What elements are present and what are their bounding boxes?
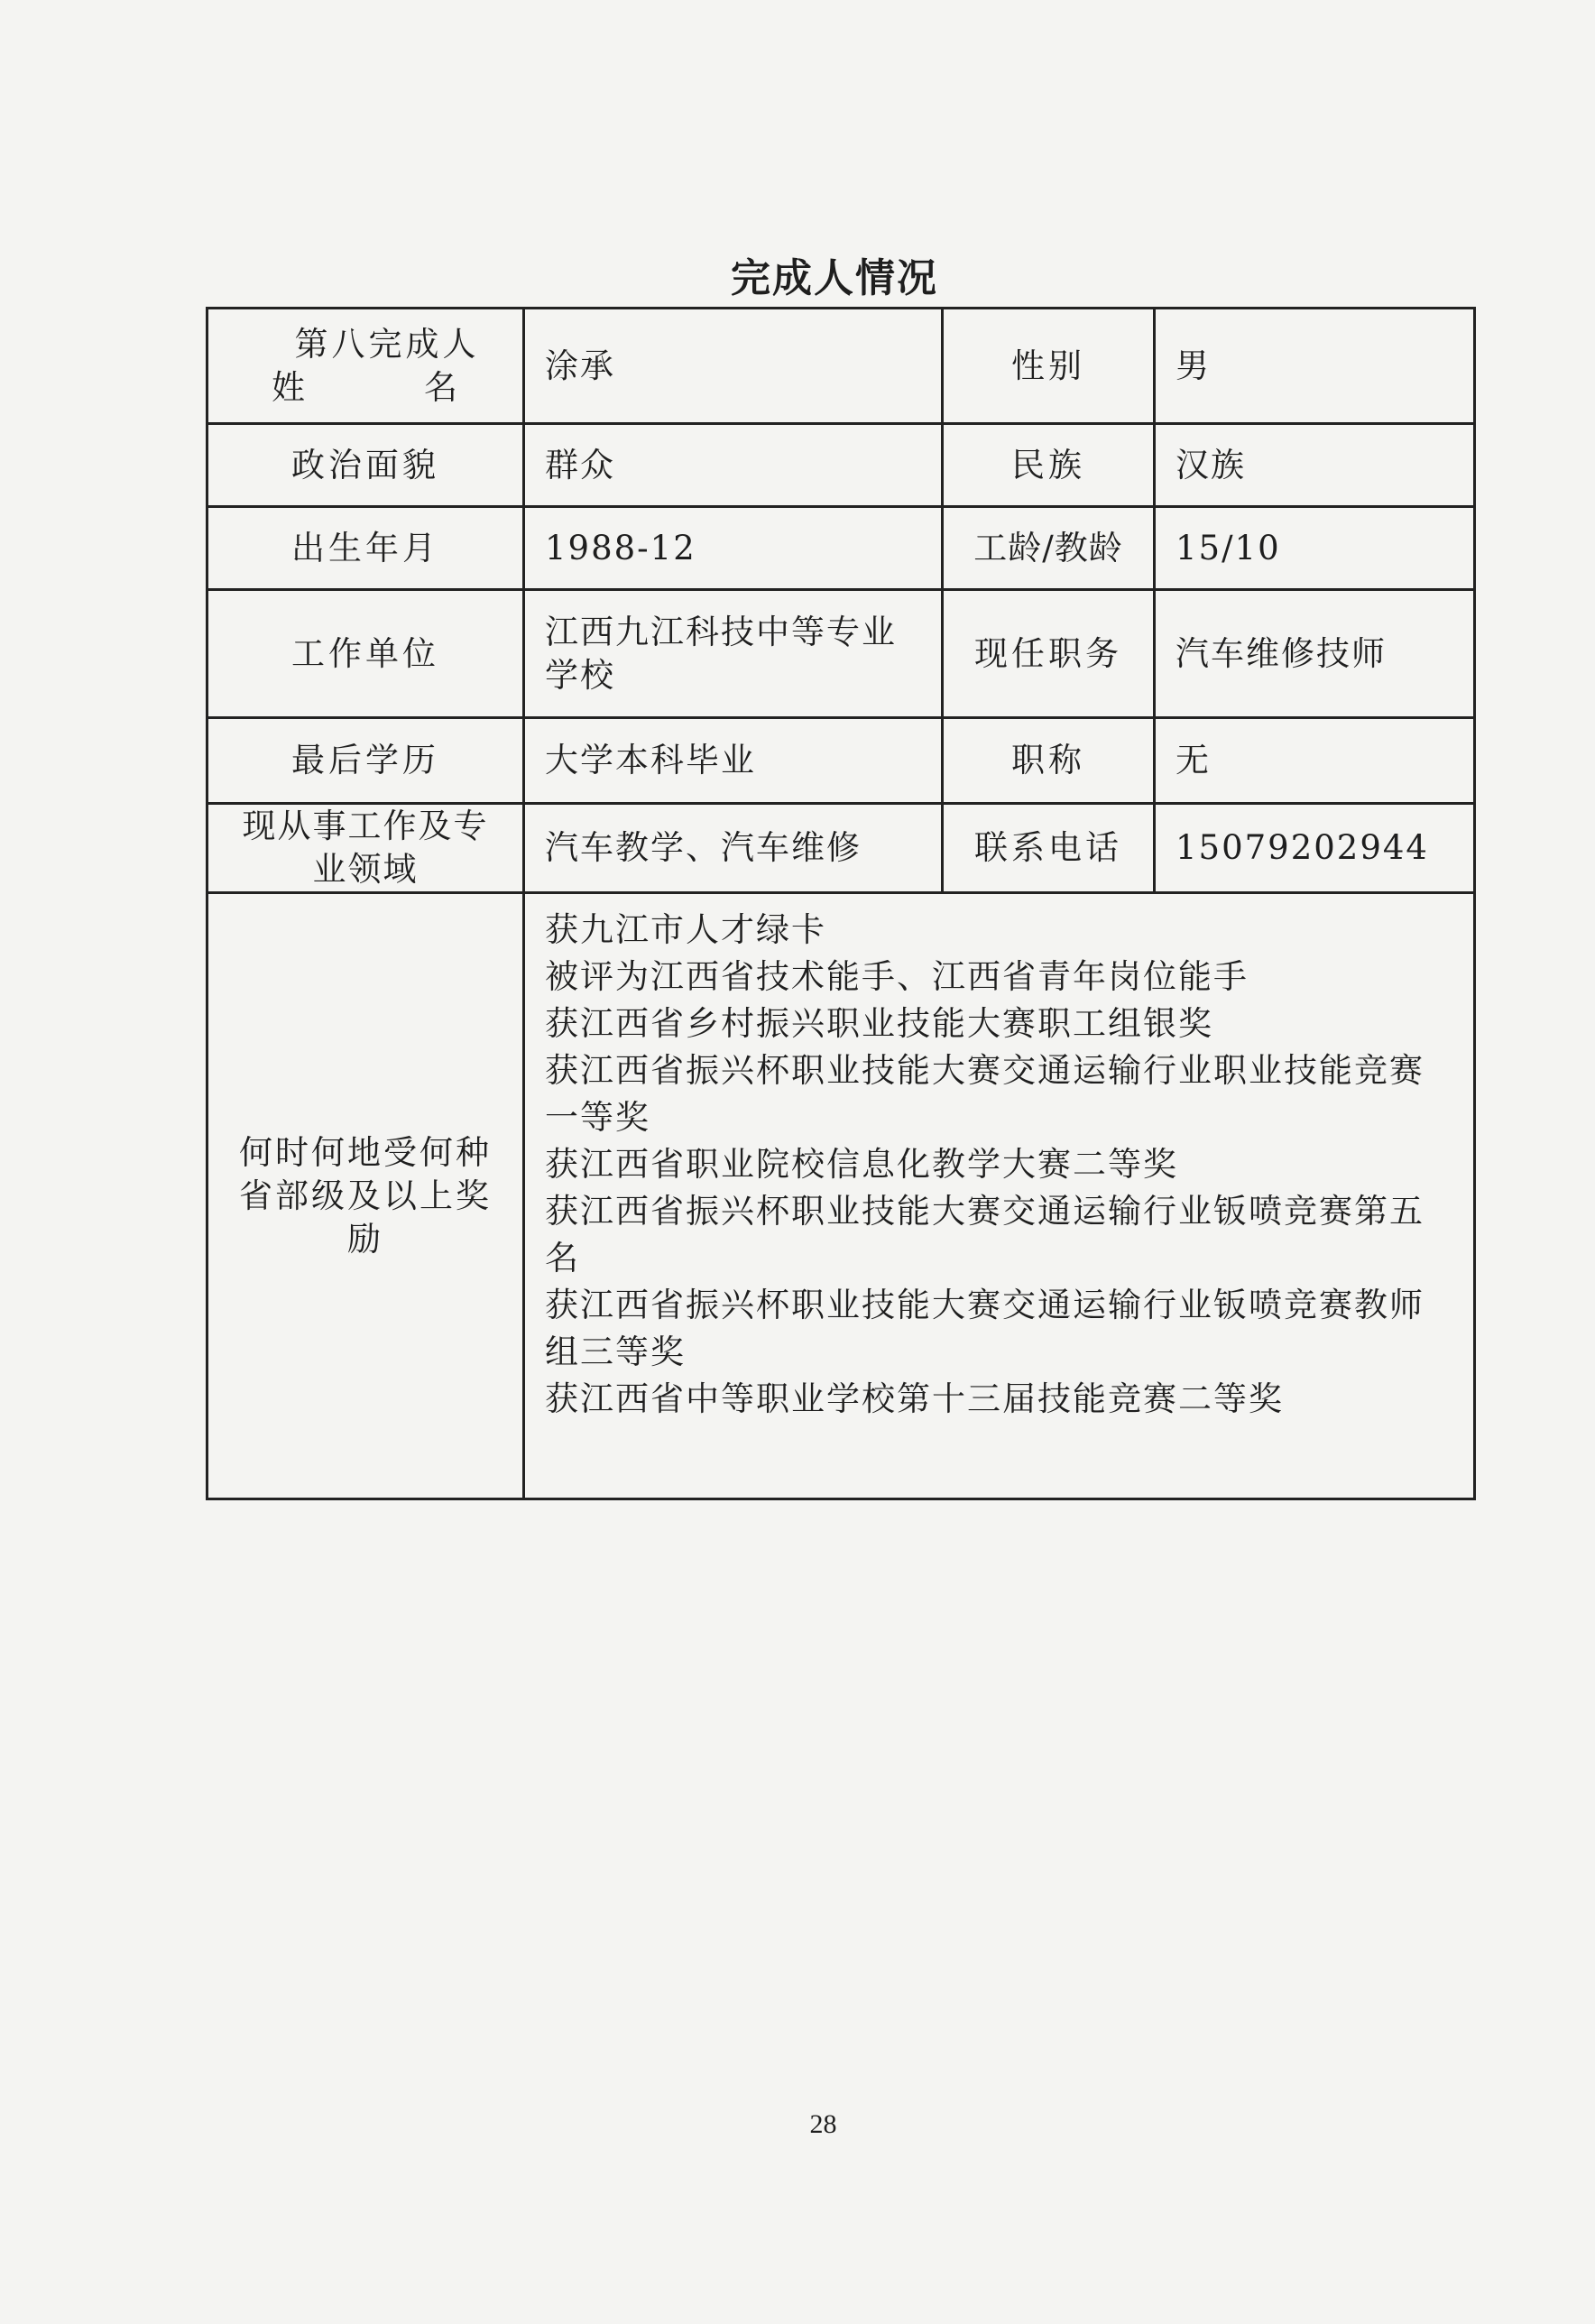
name-label-line2 <box>272 366 461 410</box>
personnel-info-table <box>206 307 1476 1500</box>
page-number: 28 <box>809 2109 837 2139</box>
name-label-ming: 名 <box>424 367 461 407</box>
award-item: 获江西省乡村振兴职业技能大赛职工组银奖 <box>545 1004 1213 1043</box>
seniority-label: 工龄/教龄 <box>943 507 1155 590</box>
field-label: 现从事工作及专业领域 <box>207 804 524 893</box>
field-value: 汽车教学、汽车维修 <box>524 804 943 893</box>
professional-title-label: 职称 <box>943 718 1155 804</box>
education-value: 大学本科毕业 <box>524 718 943 804</box>
award-item: 获江西省振兴杯职业技能大赛交通运输行业钣喷竞赛教师组三等奖 <box>545 1286 1424 1371</box>
award-item: 被评为江西省技术能手、江西省青年岗位能手 <box>545 957 1249 996</box>
position-label: 现任职务 <box>943 590 1155 718</box>
name-label-xing: 姓 <box>272 367 309 407</box>
award-item: 获九江市人才绿卡 <box>545 910 826 949</box>
row-awards <box>207 893 1475 1499</box>
political-value: 群众 <box>524 424 943 507</box>
position-value: 汽车维修技师 <box>1155 590 1475 718</box>
education-label: 最后学历 <box>207 718 524 804</box>
row-birth <box>207 507 1475 590</box>
awards-label: 何时何地受何种省部级及以上奖励 <box>207 893 524 1499</box>
ethnicity-label: 民族 <box>943 424 1155 507</box>
birth-value: 1988-12 <box>524 507 943 590</box>
name-label-line1: 第八完成人 <box>294 324 480 364</box>
employer-label: 工作单位 <box>207 590 524 718</box>
name-value: 涂承 <box>524 309 943 424</box>
row-name <box>207 309 1475 424</box>
row-education <box>207 718 1475 804</box>
row-political <box>207 424 1475 507</box>
birth-label: 出生年月 <box>207 507 524 590</box>
ethnicity-value: 汉族 <box>1155 424 1475 507</box>
award-item: 获江西省中等职业学校第十三届技能竞赛二等奖 <box>545 1379 1284 1418</box>
professional-title-value: 无 <box>1155 718 1475 804</box>
name-label <box>207 309 524 424</box>
gender-value: 男 <box>1155 309 1475 424</box>
employer-value: 江西九江科技中等专业学校 <box>524 590 943 718</box>
phone-value: 15079202944 <box>1155 804 1475 893</box>
page-title: 完成人情况 <box>731 255 938 301</box>
seniority-value: 15/10 <box>1155 507 1475 590</box>
phone-label: 联系电话 <box>943 804 1155 893</box>
row-employer <box>207 590 1475 718</box>
award-item: 获江西省振兴杯职业技能大赛交通运输行业钣喷竞赛第五名 <box>545 1192 1424 1277</box>
award-item: 获江西省振兴杯职业技能大赛交通运输行业职业技能竞赛一等奖 <box>545 1051 1424 1137</box>
political-label: 政治面貌 <box>207 424 524 507</box>
awards-cell <box>524 893 1475 1499</box>
row-field <box>207 804 1475 893</box>
gender-label: 性别 <box>943 309 1155 424</box>
award-item: 获江西省职业院校信息化教学大赛二等奖 <box>545 1145 1178 1184</box>
